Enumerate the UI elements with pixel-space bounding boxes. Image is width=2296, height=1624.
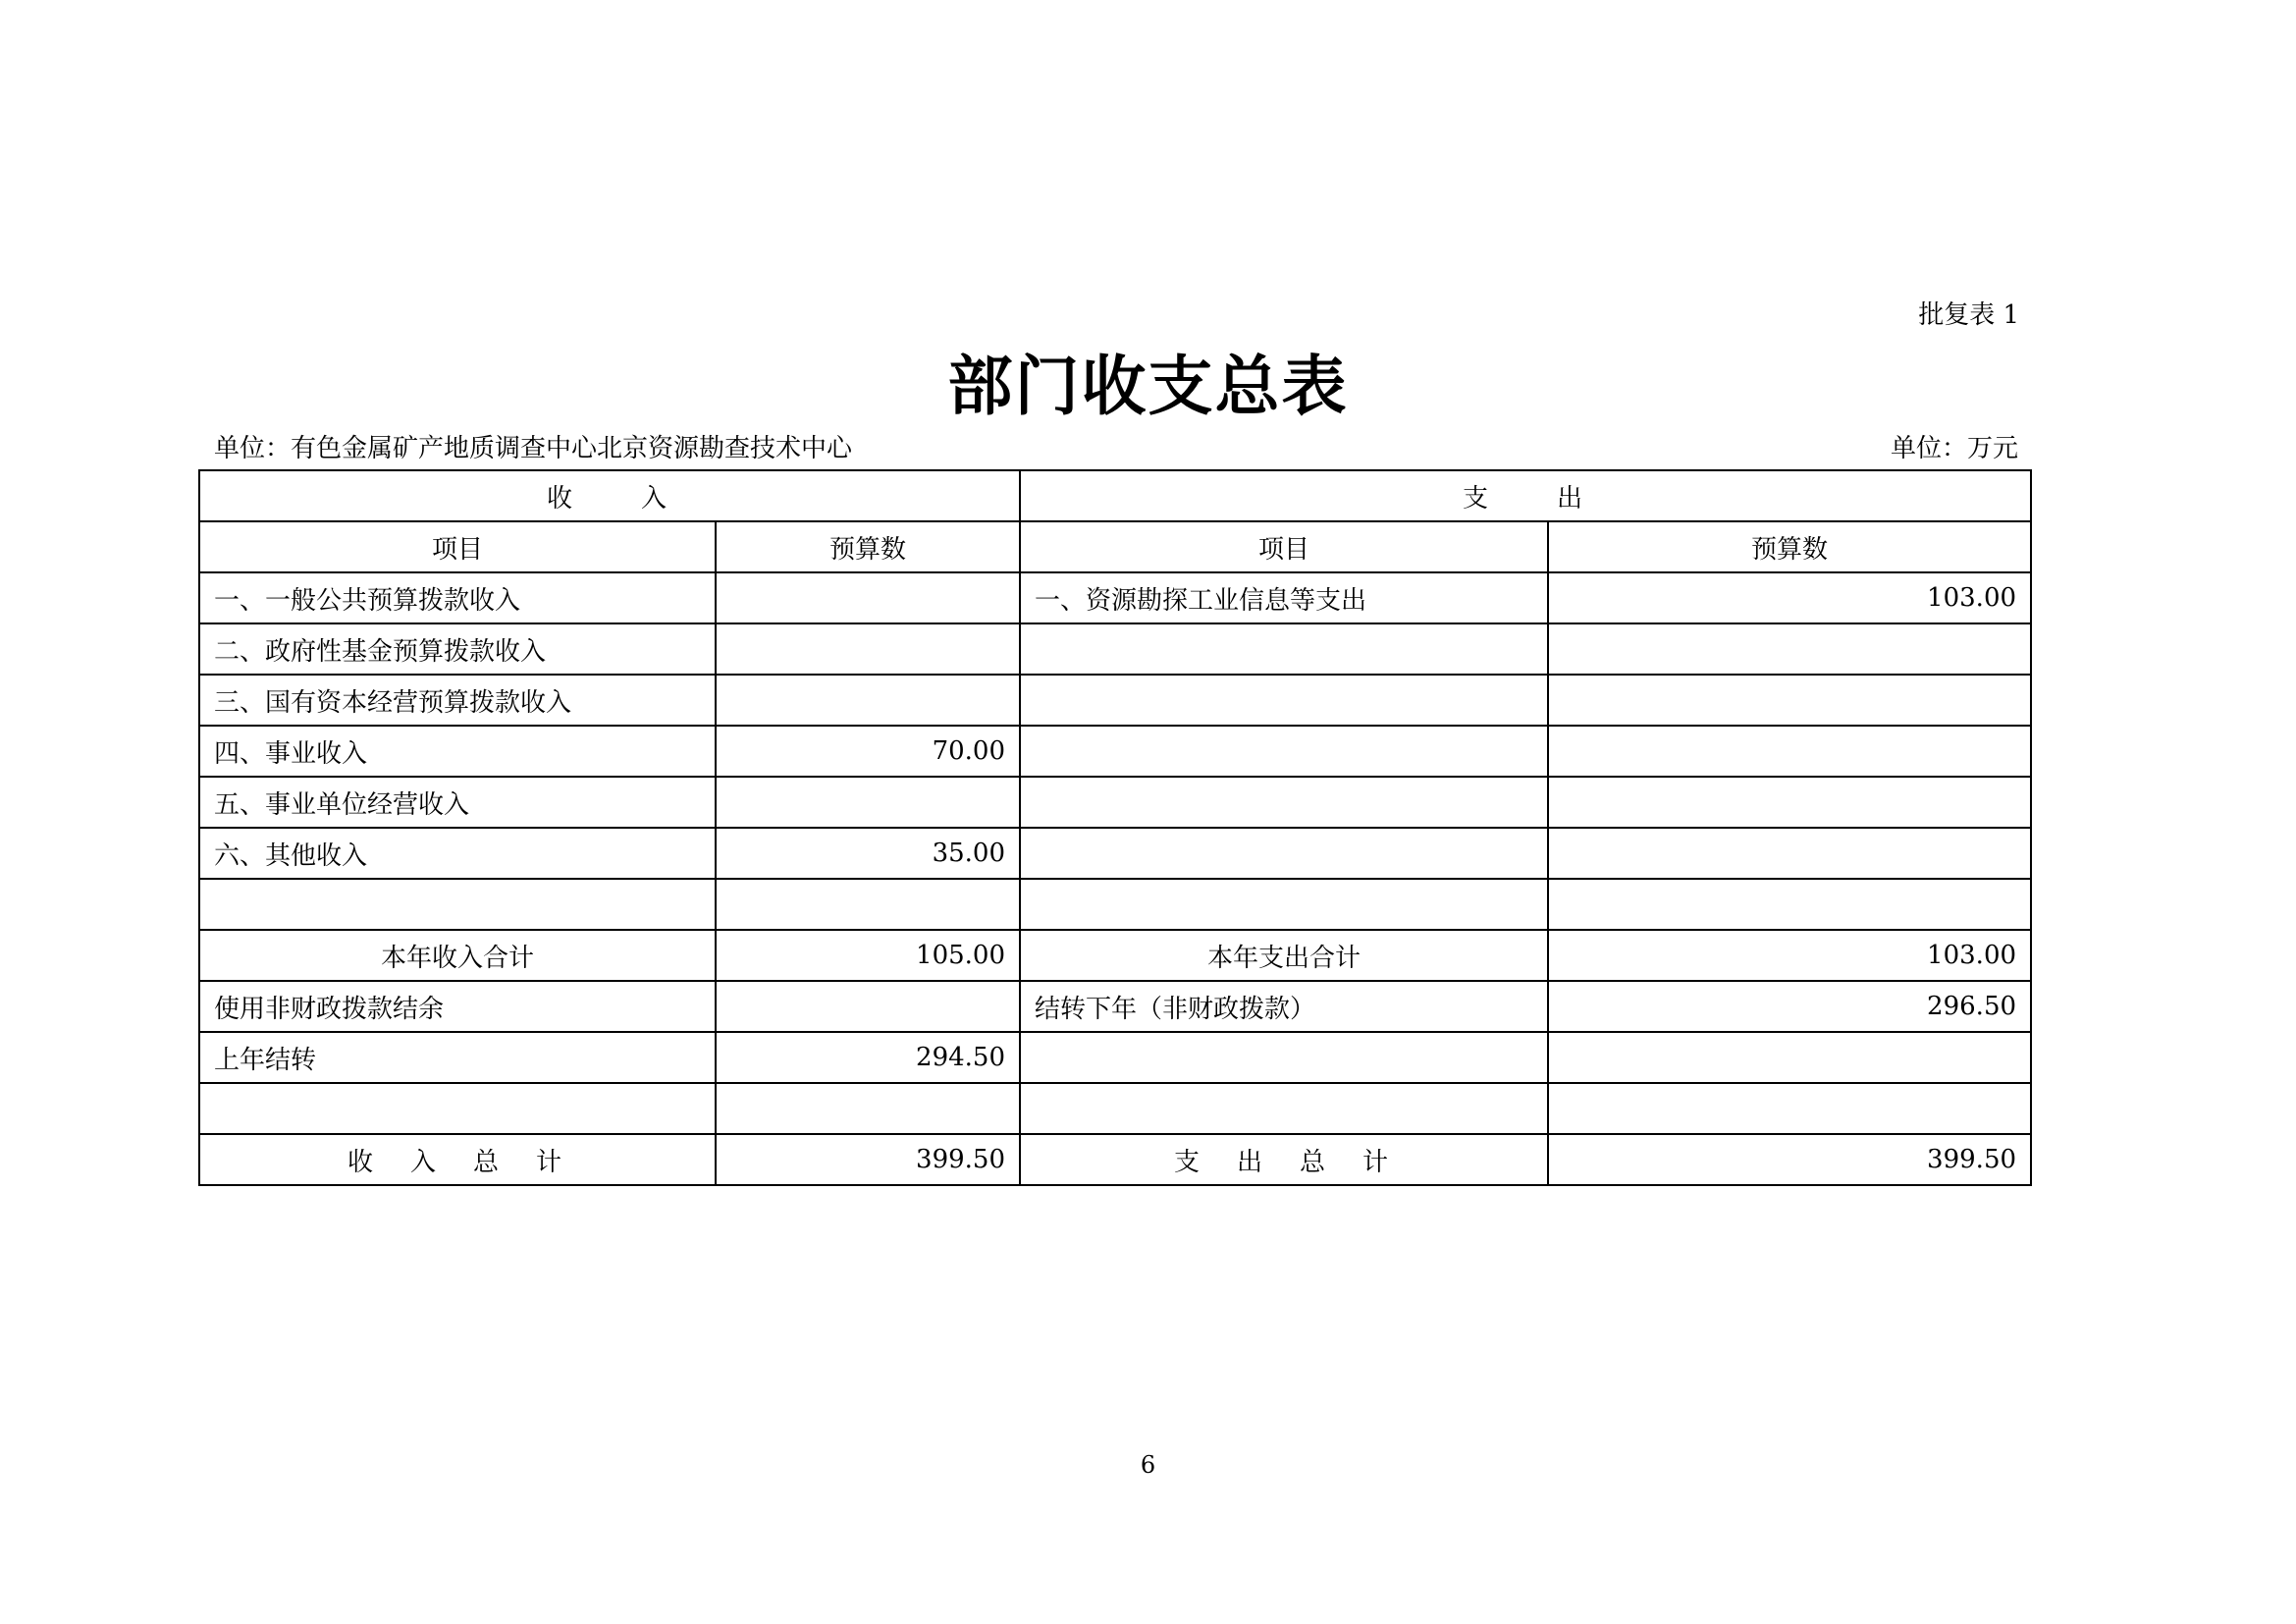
income-value — [716, 981, 1020, 1032]
income-value — [716, 777, 1020, 828]
table-row — [199, 879, 2031, 930]
expense-item: 结转下年（非财政拨款） — [1020, 981, 1548, 1032]
unit-line — [214, 428, 2018, 464]
form-number: 批复表 1 — [1918, 300, 2019, 330]
expense-value — [1548, 675, 2031, 726]
income-value — [716, 623, 1020, 675]
expense-item — [1020, 623, 1548, 675]
expense-item — [1020, 828, 1548, 879]
table-row — [199, 1083, 2031, 1134]
table-row — [199, 623, 2031, 675]
organization-unit: 单位：有色金属矿产地质调查中心北京资源勘查技术中心 — [214, 434, 853, 463]
grand-total-row — [199, 1134, 2031, 1185]
income-subtotal-label: 本年收入合计 — [199, 930, 716, 981]
income-value: 70.00 — [716, 726, 1020, 777]
expense-subtotal-value: 103.00 — [1548, 930, 2031, 981]
expense-item — [1020, 675, 1548, 726]
expense-item — [1020, 1032, 1548, 1083]
budget-table — [198, 469, 2032, 1186]
income-value — [716, 572, 1020, 623]
income-item-header: 项目 — [199, 521, 716, 572]
table-row — [199, 572, 2031, 623]
income-item: 五、事业单位经营收入 — [199, 777, 716, 828]
income-value — [716, 879, 1020, 930]
expense-item: 一、资源勘探工业信息等支出 — [1020, 572, 1548, 623]
income-item — [199, 879, 716, 930]
income-total-value: 399.50 — [716, 1134, 1020, 1185]
expense-item — [1020, 726, 1548, 777]
expense-value — [1548, 623, 2031, 675]
expense-section-header: 支 出 — [1020, 470, 2031, 521]
expense-value — [1548, 1032, 2031, 1083]
expense-item — [1020, 879, 1548, 930]
income-value: 35.00 — [716, 828, 1020, 879]
income-item: 四、事业收入 — [199, 726, 716, 777]
expense-value: 296.50 — [1548, 981, 2031, 1032]
income-budget-header: 预算数 — [716, 521, 1020, 572]
expense-item — [1020, 777, 1548, 828]
table-row — [199, 726, 2031, 777]
income-value — [716, 675, 1020, 726]
table-row — [199, 828, 2031, 879]
table-row — [199, 981, 2031, 1032]
expense-item-header: 项目 — [1020, 521, 1548, 572]
income-subtotal-value: 105.00 — [716, 930, 1020, 981]
expense-value — [1548, 828, 2031, 879]
page-number: 6 — [1140, 1451, 1156, 1479]
expense-total-label: 支 出 总 计 — [1020, 1134, 1548, 1185]
table-row — [199, 675, 2031, 726]
section-header-row — [199, 470, 2031, 521]
income-item — [199, 1083, 716, 1134]
income-item: 上年结转 — [199, 1032, 716, 1083]
subtotal-row — [199, 930, 2031, 981]
income-item: 三、国有资本经营预算拨款收入 — [199, 675, 716, 726]
income-value: 294.50 — [716, 1032, 1020, 1083]
expense-value — [1548, 879, 2031, 930]
column-header-row — [199, 521, 2031, 572]
currency-unit: 单位：万元 — [1890, 434, 2018, 463]
income-section-header: 收 入 — [199, 470, 1020, 521]
expense-value — [1548, 777, 2031, 828]
expense-value — [1548, 1083, 2031, 1134]
expense-subtotal-label: 本年支出合计 — [1020, 930, 1548, 981]
income-item: 六、其他收入 — [199, 828, 716, 879]
expense-value — [1548, 726, 2031, 777]
income-item: 使用非财政拨款结余 — [199, 981, 716, 1032]
expense-total-value: 399.50 — [1548, 1134, 2031, 1185]
table-row — [199, 777, 2031, 828]
expense-budget-header: 预算数 — [1548, 521, 2031, 572]
income-item: 二、政府性基金预算拨款收入 — [199, 623, 716, 675]
expense-item — [1020, 1083, 1548, 1134]
income-total-label: 收 入 总 计 — [199, 1134, 716, 1185]
income-value — [716, 1083, 1020, 1134]
expense-value: 103.00 — [1548, 572, 2031, 623]
table-row — [199, 1032, 2031, 1083]
page-title: 部门收支总表 — [947, 349, 1349, 424]
income-item: 一、一般公共预算拨款收入 — [199, 572, 716, 623]
